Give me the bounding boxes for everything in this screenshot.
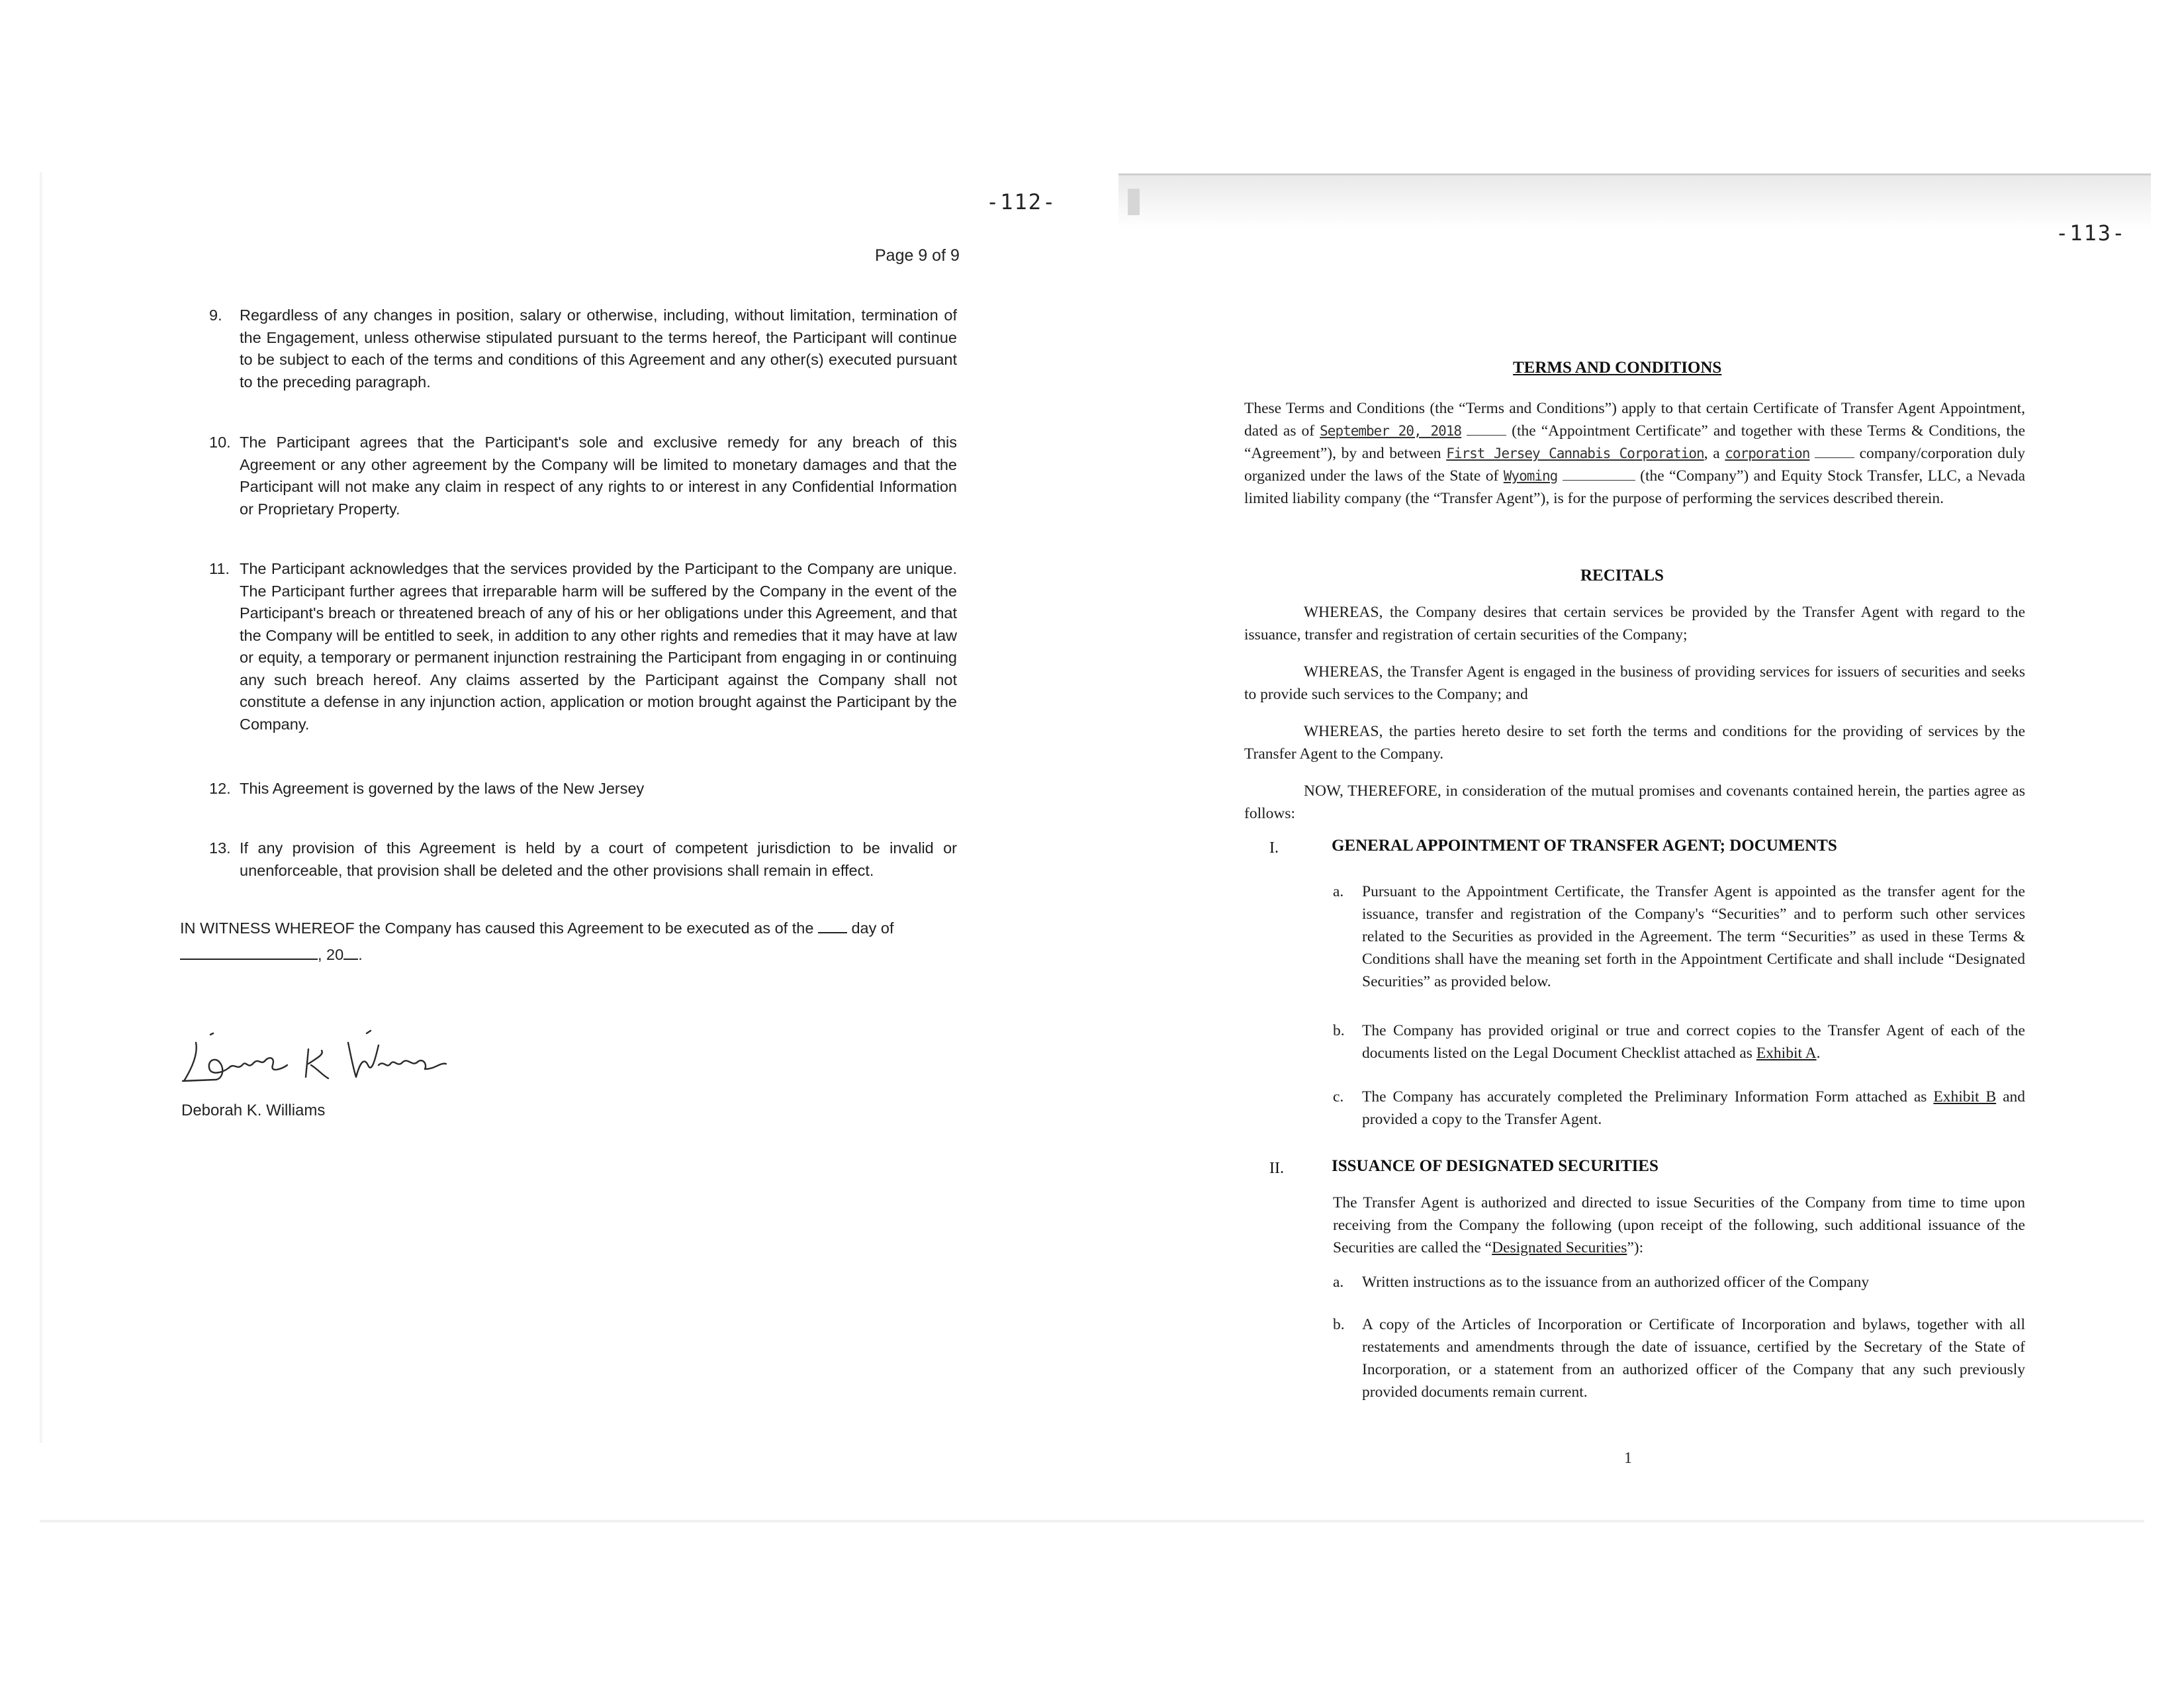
recital-paragraph: WHEREAS, the Transfer Agent is engaged in the business of providing services for issuers of securities and seeks to provide such services to the Company; and [1244,663,2025,703]
item-text: The Participant acknowledges that the services provided by the Participant to the Company are unique. The Participant further agrees that irreparable harm will be suffered by the Company in the event of the Participant's breach or threatened breach of any of his or her obligations under this Agreement, and that the Company will be entitled to seek, in addition to any other rights and remedies that it may have at law or equity, a temporary or permanent injunction restraining the Participant from engaging in or continuing any such breach hereof. Any claims asserted by the Participant against the Company shall not constitute a defense in any injunction action, application or motion brought against the Participant by the Company. [240,560,957,733]
page-label: Page 9 of 9 [875,246,960,265]
scan-edge-left [40,172,44,1443]
list-item [1333,1271,2025,1297]
list-item [209,558,957,743]
item-number: 12. [209,780,231,797]
item-text: If any provision of this Agreement is held by a court of competent jurisdiction to be invalid or unenforceable, that provision shall be deleted and the other provisions shall remain in effect. [240,839,957,879]
document-title: TERMS AND CONDITIONS [1513,359,1722,377]
company-fill: First Jersey Cannabis Corporation [1446,445,1704,461]
list-item [1333,880,2025,1000]
item-text: A copy of the Articles of Incorporation or Certificate of Incorporation and bylaws, together with all restatements and amendments through the date of issuance, certified by the Secretary of the State of Incorporation, or a statement from an authorized officer of the Company that any such previously provided documents remain current. [1362,1316,2025,1401]
state-fill-blank [1563,467,1635,481]
item-label: b. [1333,1316,1345,1333]
page-number: 1 [1624,1450,1632,1467]
page-stamp-right: -113- [2056,220,2126,246]
item-text-b-end: . [1816,1045,1821,1062]
list-item [1333,1019,2025,1067]
intro-paragraph [1244,397,2025,510]
witness-day-text: day of [851,919,894,937]
day-blank [818,916,847,933]
recital-paragraph: WHEREAS, the Company desires that certain services be provided by the Transfer Agent with regard to the issuance, transfer and registration of certain securities of the Company; [1244,604,2025,643]
witness-text: IN WITNESS WHEREOF the Company has caused this Agreement to be executed as of the [180,919,814,937]
recital-paragraph: WHEREAS, the parties hereto desire to set forth the terms and conditions for the providing of services by the Transfer Agent to the Company. [1244,723,2025,763]
item-text: The Participant agrees that the Participant's sole and exclusive remedy for any breach of this Agreement or any other agreement by the Company will be limited to monetary damages and that the Participant will not make any claim in respect of any rights to or interest in any Confidential Information or Proprietary Property. [240,434,957,518]
section-intro-end: ”): [1627,1239,1644,1256]
type-fill: corporation [1725,445,1810,461]
item-number: 9. [209,306,222,324]
list-item [1333,1313,2025,1406]
state-fill: Wyoming [1503,468,1558,484]
section-intro [1333,1192,2025,1259]
signature-name: Deborah K. Williams [181,1102,326,1119]
witness-clause [180,915,961,968]
witness-year-text: , 20 [318,946,344,963]
item-text [1362,1019,2025,1064]
item-text-c: The Company has accurately completed the Preliminary Information Form attached as [1362,1088,1927,1105]
item-text: Written instructions as to the issuance from an authorized officer of the Company [1362,1274,1870,1291]
item-label: a. [1333,883,1344,900]
item-label: a. [1333,1274,1344,1291]
signature [176,1016,474,1096]
scan-header-bar [1118,173,2151,230]
witness-end: . [358,946,363,963]
item-label: b. [1333,1022,1345,1039]
date-fill: September 20, 2018 [1320,423,1462,439]
designated-securities-term: Designated Securities [1492,1239,1627,1256]
scan-bottom-edge [40,1520,2144,1523]
item-text-b: The Company has provided original or true and correct copies to the Transfer Agent of each of the documents listed on the Legal Document Checklist attached as [1362,1022,2025,1062]
list-item [209,305,957,397]
recitals-heading: RECITALS [1580,567,1664,585]
item-text: This Agreement is governed by the laws of the New Jersey [240,780,645,797]
date-fill-blank [1467,422,1506,436]
list-item [209,432,957,524]
recital-paragraph: NOW, THEREFORE, in consideration of the mutual promises and covenants contained herein, the parties agree as follows: [1244,782,2025,822]
item-text-c-end: and provided a copy to the Transfer Agent. [1362,1088,2026,1128]
list-item [209,837,957,885]
intro-text-4: (the “Company”) and Equity Stock Transfer, LLC, a Nevada limited liability company (the “Transfer Agent”), is for the purpose of performing the services described therein. [1244,467,2026,507]
item-text [1362,1086,2025,1131]
scan-tab [1128,189,1140,215]
item-number: 13. [209,839,231,857]
intro-a: , a [1704,445,1720,462]
intro-text-2: (the “Appointment Certificate” and together with these Terms & Conditions, the “Agreement”), by and between [1244,422,2026,462]
section-intro-text: The Transfer Agent is authorized and directed to issue Securities of the Company from time to time upon receiving from the Company the following (upon receipt of the following, such additional issuance of the Securities are called the “ [1333,1194,2025,1256]
exhibit-a-link[interactable]: Exhibit A [1756,1045,1817,1062]
list-item [209,778,957,804]
item-number: 10. [209,434,231,451]
year-blank [343,943,358,960]
intro-text-3: company/corporation duly organized under the laws of the State of [1244,445,2026,485]
intro-text-1: These Terms and Conditions (the “Terms and Conditions”) apply to that certain Certificate of Transfer Agent Appointment, dated as of [1244,400,2025,440]
exhibit-b-link[interactable]: Exhibit B [1933,1088,1997,1105]
item-number: 11. [209,560,230,577]
section-heading: ISSUANCE OF DESIGNATED SECURITIES [1332,1157,1659,1175]
item-text: Pursuant to the Appointment Certificate, the Transfer Agent is appointed as the transfer agent for the issuance, transfer and registration of the Company's “Securities” and to perform such other services related to the Securities as provided in the Agreement. The term “Securities” as used in these Terms & Conditions shall have the meaning set forth in the Appointment Certificate and shall include “Designated Securities” as provided below. [1362,883,2025,990]
type-fill-blank [1815,444,1854,458]
section-heading: GENERAL APPOINTMENT OF TRANSFER AGENT; DOCUMENTS [1332,837,1837,855]
list-item [1333,1086,2025,1133]
page-stamp-left: -112- [986,189,1057,214]
item-label: c. [1333,1088,1344,1105]
section-number: I. [1269,839,1279,857]
item-text: Regardless of any changes in position, salary or otherwise, including, without limitation, termination of the Engagement, unless otherwise stipulated pursuant to the terms hereof, the Participant will continue to be subject to each of the terms and conditions of this Agreement and any other(s) executed pursuant to the preceding paragraph. [240,306,957,391]
month-blank [180,943,318,960]
section-number: II. [1269,1160,1284,1177]
